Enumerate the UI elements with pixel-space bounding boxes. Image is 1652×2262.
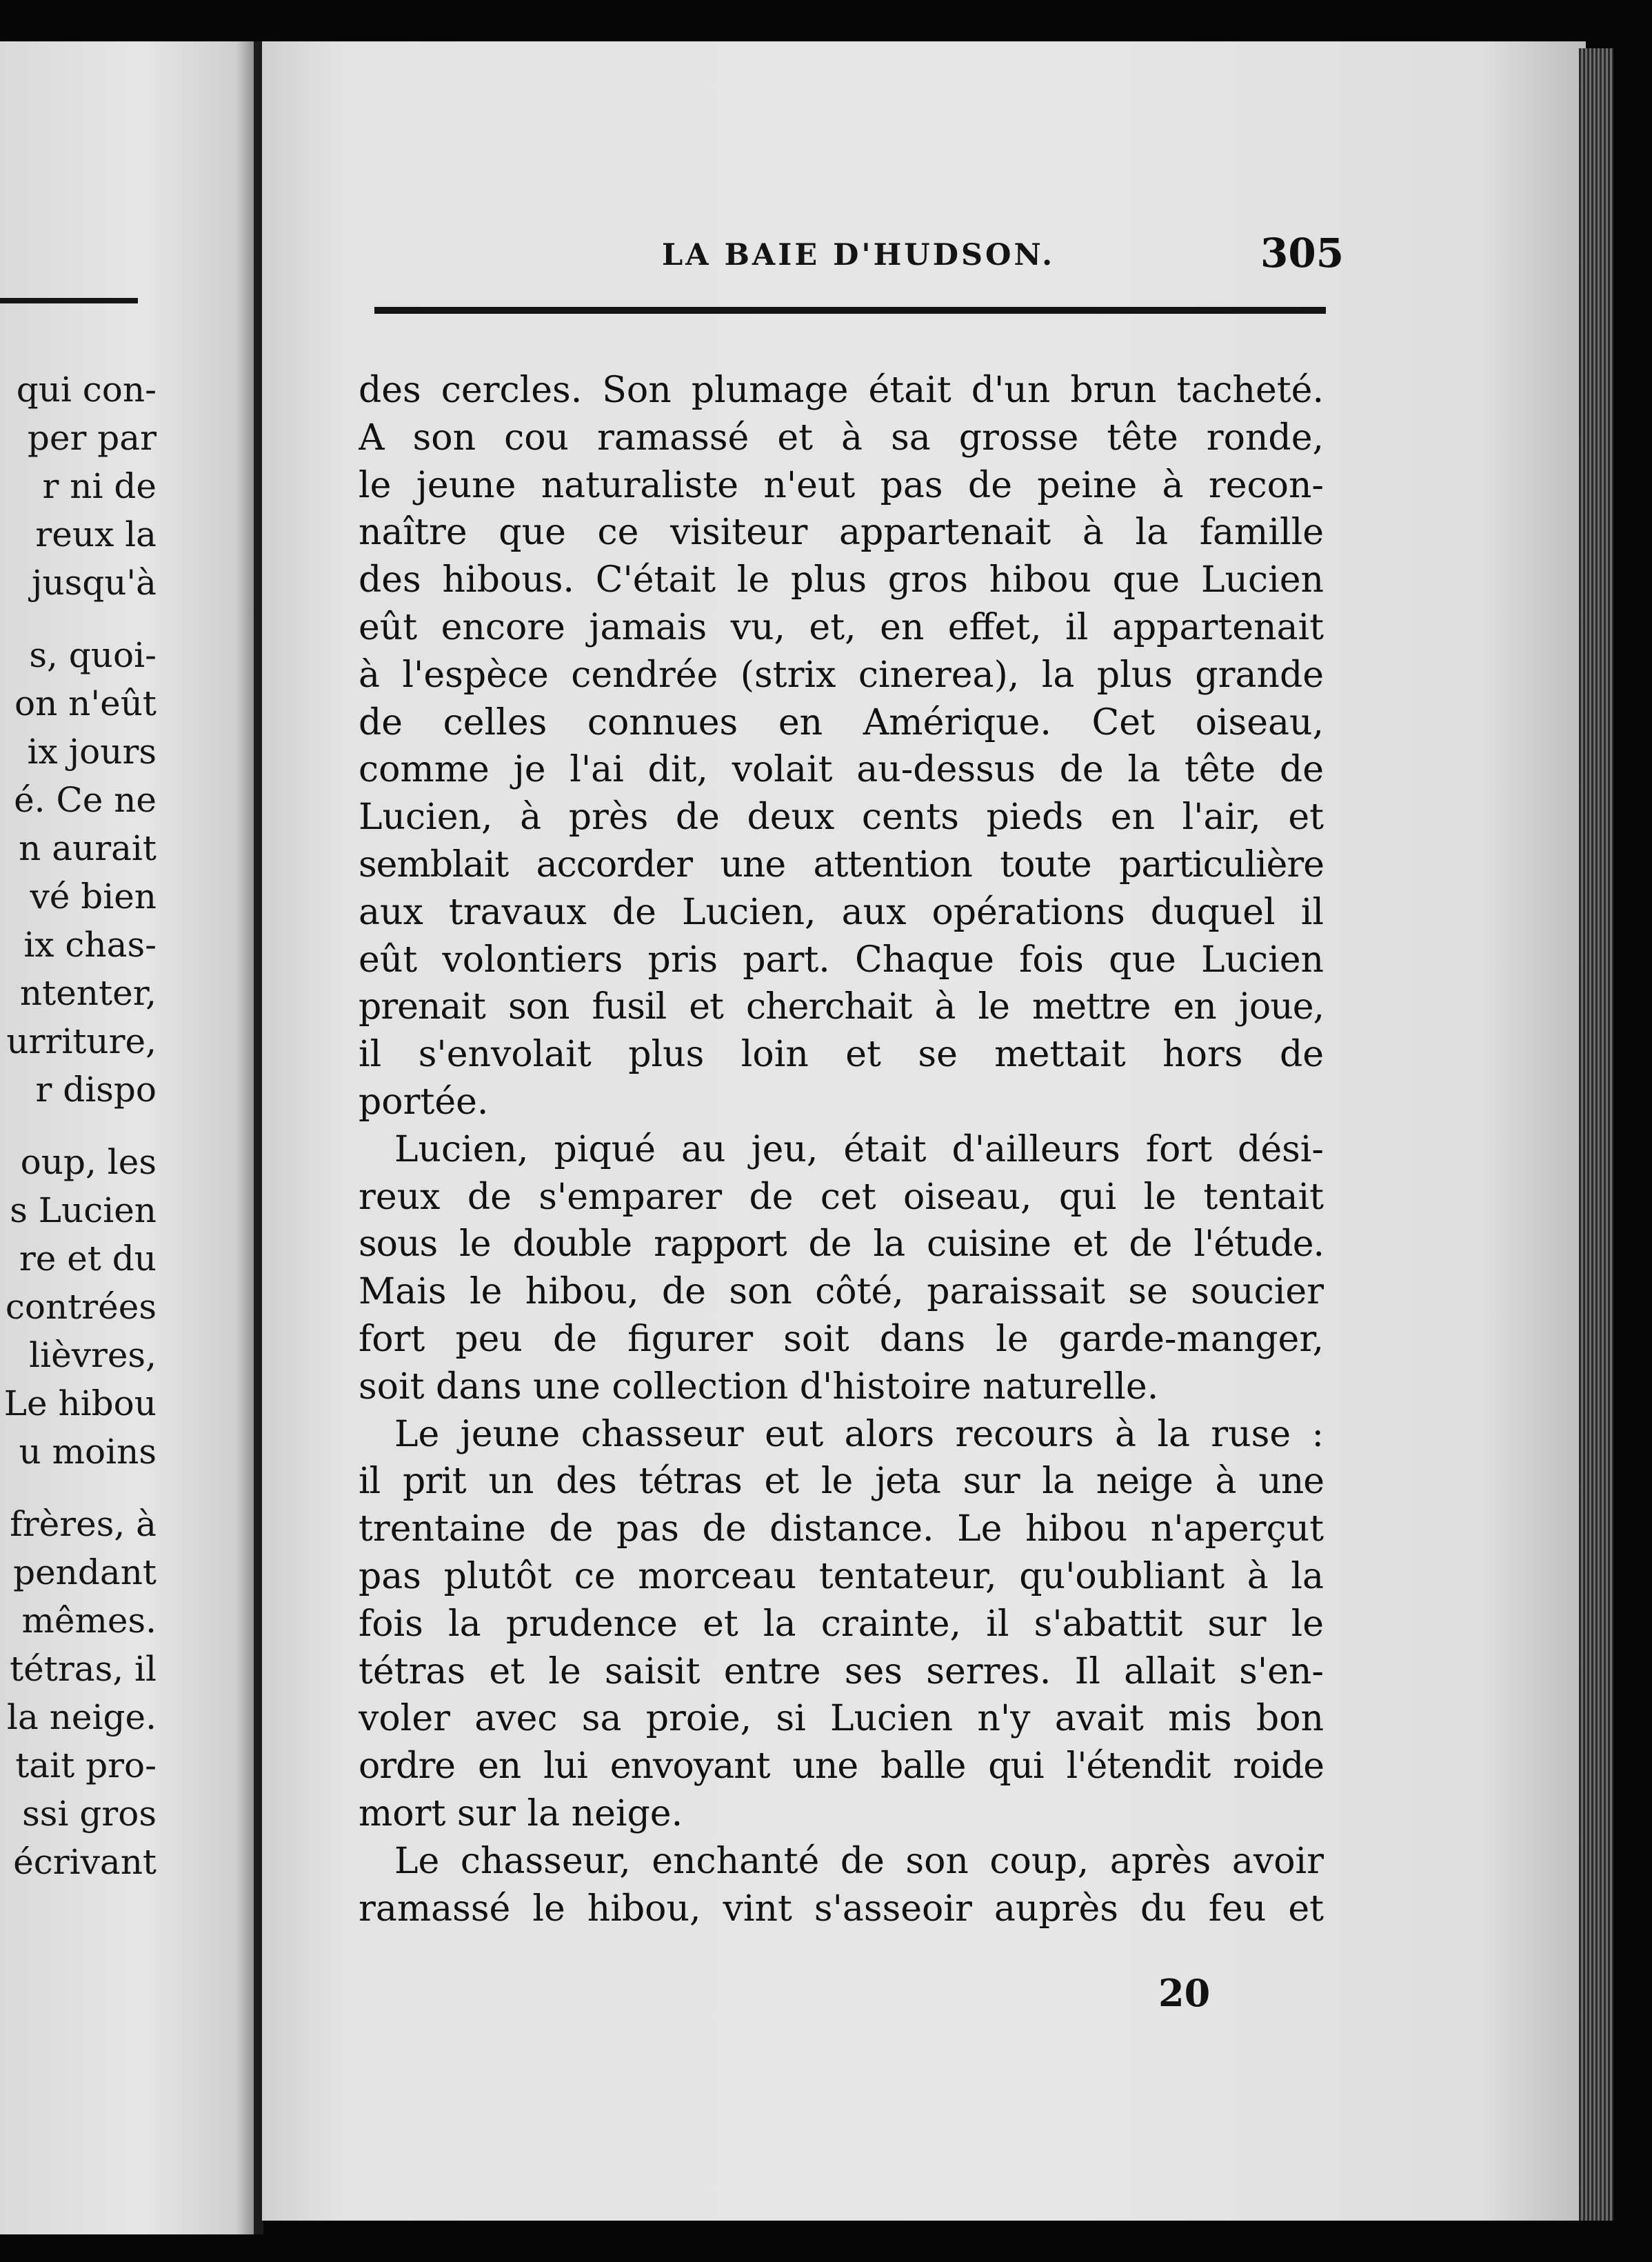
left-page-fragment [0,41,256,2234]
left-line: mêmes. [21,1601,157,1641]
running-head: LA BAIE D'HUDSON. [662,238,1056,272]
left-line: frères, à [10,1504,157,1544]
text-line: comme je l'ai dit, volait au-dessus de la tête de [359,749,1324,791]
text-line: pas plutôt ce morceau tentateur, qu'oubliant à la [359,1555,1324,1597]
text-line: portée. [359,1081,489,1123]
left-line: é. Ce ne [14,780,157,820]
text-line: ordre en lui envoyant une balle qui l'étendit roide [359,1745,1324,1788]
left-line: n aurait [19,828,157,868]
left-line: on n'eût [14,683,157,723]
text-line: aux travaux de Lucien, aux opérations duquel il [359,891,1324,933]
left-line: vé bien [30,877,157,917]
left-line: r dispo [35,1070,157,1110]
left-line: ntenter, [19,973,157,1013]
text-line: de celles connues en Amérique. Cet oiseau, [359,701,1324,743]
left-line: reux la [35,514,157,554]
header-rule [374,307,1326,314]
text-line: Le chasseur, enchanté de son coup, après avoir [394,1840,1324,1882]
left-header-rule [0,298,138,303]
left-line: urriture, [6,1021,157,1061]
text-line: des cercles. Son plumage était d'un brun tacheté. [359,370,1324,411]
left-line: lièvres, [29,1335,157,1375]
text-line: tétras et le saisit entre ses serres. Il allait s'en- [359,1650,1324,1692]
text-line: reux de s'emparer de cet oiseau, qui le tentait [359,1176,1324,1218]
left-line: Le hibou [3,1383,157,1423]
text-line: Le jeune chasseur eut alors recours à la ruse : [394,1413,1324,1455]
left-paragraph-gap [0,1114,157,1138]
text-line: le jeune naturaliste n'eut pas de peine à recon- [359,464,1324,506]
left-line: la neige. [7,1697,157,1737]
text-line: semblait accorder une attention toute particulière [359,843,1324,885]
text-line: il s'envolait plus loin et se mettait hors de [359,1034,1324,1076]
left-line: jusqu'à [31,563,157,603]
text-line: ramassé le hibou, vint s'asseoir auprès du feu et [359,1888,1324,1930]
left-line: pendant [13,1552,157,1592]
text-line: sous le double rapport de la cuisine et de l'étude. [359,1223,1324,1265]
left-line: re et du [19,1239,157,1279]
text-line: mort sur la neige. [359,1792,683,1834]
text-line: eût encore jamais vu, et, en effet, il appartenait [359,606,1324,648]
body-text [359,367,1324,1932]
left-line: contrées [5,1287,157,1327]
left-line: tait pro- [15,1745,157,1785]
left-line: oup, les [20,1142,157,1182]
text-line: eût volontiers pris part. Chaque fois que Lucien [359,939,1324,981]
text-line: il prit un des tétras et le jeta sur la neige à une [359,1461,1324,1503]
left-line: ix jours [27,732,157,772]
page-edge-stack [1579,48,1613,2221]
text-line: Lucien, à près de deux cents pieds en l'air, et [359,797,1324,839]
left-line: ssi gros [22,1794,157,1834]
left-line: tétras, il [10,1649,157,1689]
text-line: A son cou ramassé et à sa grosse tête ronde, [359,417,1324,459]
signature-mark: 20 [1158,1971,1211,2015]
text-line: Mais le hibou, de son côté, paraissait se soucier [359,1271,1324,1313]
left-line: r ni de [42,466,157,506]
text-line: fois la prudence et la crainte, il s'abattit sur le [359,1603,1324,1645]
text-line: trentaine de pas de distance. Le hibou n'aperçut [359,1508,1324,1550]
left-line: ix chas- [23,925,157,965]
text-line: fort peu de figurer soit dans le garde-manger, [359,1318,1324,1360]
left-line: s, quoi- [29,635,157,675]
left-line: qui con- [16,370,157,410]
left-line: u moins [19,1432,157,1472]
left-line: écrivant [13,1842,157,1882]
text-line: des hibous. C'était le plus gros hibou que Lucien [359,559,1324,601]
text-line: prenait son fusil et cherchait à le mettre en joue, [359,986,1324,1028]
left-page-text [0,366,157,1886]
text-line: Lucien, piqué au jeu, était d'ailleurs fort dési- [394,1128,1324,1170]
text-line: à l'espèce cendrée (strix cinerea), la plus grande [359,654,1324,696]
text-line: naître que ce visiteur appartenait à la famille [359,512,1324,554]
text-line: voler avec sa proie, si Lucien n'y avait mis bon [359,1698,1324,1740]
left-line: s Lucien [10,1190,157,1230]
left-paragraph-gap [0,607,157,631]
left-line: per par [27,418,157,458]
left-paragraph-gap [0,1476,157,1500]
page-number: 305 [1260,230,1344,277]
text-line: soit dans une collection d'histoire naturelle. [359,1365,1159,1408]
